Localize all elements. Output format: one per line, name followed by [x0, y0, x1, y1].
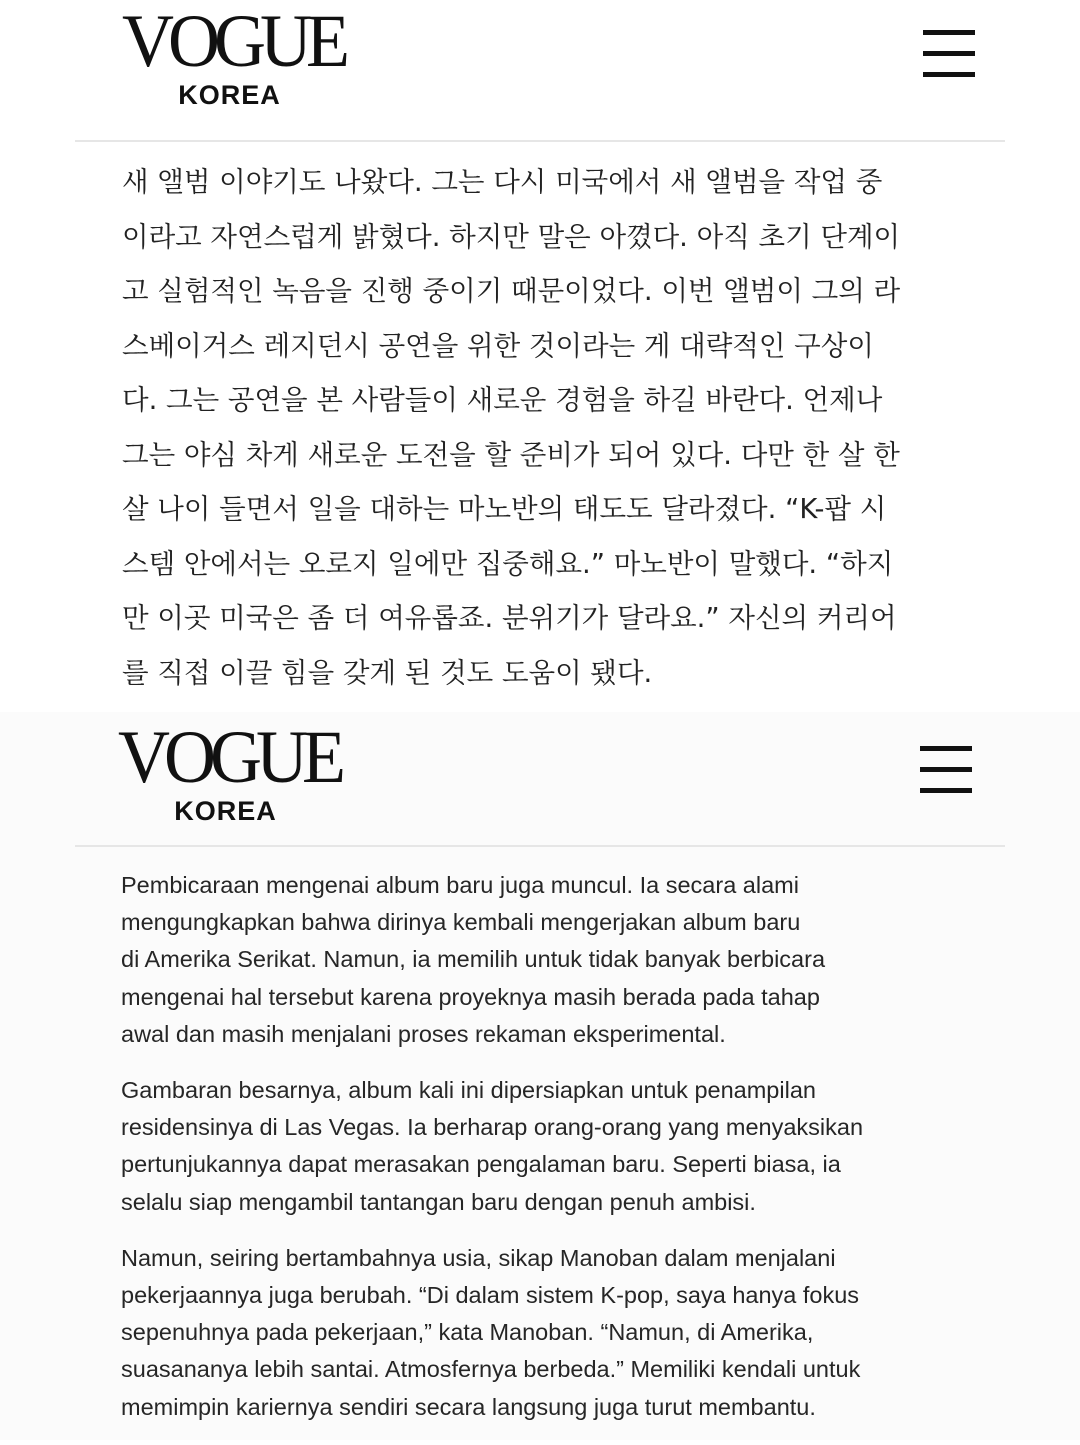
paragraph — [121, 867, 921, 1053]
text-line: sepenuhnya pada pekerjaan,” kata Manoban. “Namun, di Amerika, — [121, 1319, 814, 1346]
text-line: pertunjukannya dapat merasakan pengalaman baru. Seperti biasa, ia — [121, 1151, 841, 1178]
text-line: Namun, seiring bertambahnya usia, sikap Manoban dalam menjalani — [121, 1244, 836, 1271]
text-line: memimpin kariernya sendiri secara langsung juga turut membantu. — [121, 1393, 816, 1420]
vogue-korea-logo[interactable] — [122, 0, 344, 111]
text-line: mengungkapkan bahwa dirinya kembali mengerjakan album baru — [121, 909, 801, 936]
logo-subtitle: KOREA — [174, 796, 277, 826]
text-line: 이라고 자연스럽게 밝혔다. 하지만 말은 아꼈다. 아직 초기 단계이 — [122, 220, 901, 253]
paragraph — [121, 1240, 921, 1426]
text-line: pekerjaannya juga berubah. “Di dalam sistem K-pop, saya hanya fokus — [121, 1282, 860, 1309]
text-line: 스템 안에서는 오로지 일에만 집중해요.” 마노반이 말했다. “하지 — [122, 547, 894, 580]
text-line: selalu siap mengambil tantangan baru dengan penuh ambisi. — [121, 1188, 756, 1215]
text-line: mengenai hal tersebut karena proyeknya masih berada pada tahap — [121, 983, 820, 1010]
hamburger-menu-icon[interactable] — [923, 30, 975, 78]
text-line: 고 실험적인 녹음을 진행 중이기 때문이었다. 이번 앨범이 그의 라 — [122, 275, 901, 307]
text-line: 살 나이 들면서 일을 대하는 마노반의 태도도 달라졌다. “K-팝 시 — [122, 493, 887, 525]
logo-wordmark: VOGUE — [118, 715, 340, 799]
text-line: Gambaran besarnya, album kali ini dipersiapkan untuk penampilan — [121, 1077, 816, 1104]
text-line: 스베이거스 레지던시 공연을 위한 것이라는 게 대략적인 구상이 — [122, 329, 874, 362]
text-line: 다. 그는 공연을 본 사람들이 새로운 경험을 하길 바란다. 언제나 — [122, 384, 883, 416]
text-line: di Amerika Serikat. Namun, ia memilih untuk tidak banyak berbicara — [121, 946, 826, 973]
indonesian-article-body — [121, 867, 921, 1445]
header-divider — [75, 140, 1005, 142]
text-line: residensinya di Las Vegas. Ia berharap orang-orang yang menyaksikan — [121, 1114, 864, 1141]
korean-article-body — [122, 155, 982, 700]
text-line: suasananya lebih santai. Atmosfernya berbeda.” Memiliki kendali untuk — [121, 1356, 861, 1383]
text-line: 그는 야심 차게 새로운 도전을 할 준비가 되어 있다. 다만 한 살 한 — [122, 438, 900, 471]
text-line: 를 직접 이끌 힘을 갖게 된 것도 도움이 됐다. — [122, 656, 653, 689]
text-line: awal dan masih menjalani proses rekaman eksperimental. — [121, 1020, 726, 1047]
logo-wordmark: VOGUE — [122, 0, 344, 84]
paragraph — [121, 1072, 921, 1221]
logo-subtitle: KOREA — [178, 80, 281, 110]
text-line: 만 이곳 미국은 좀 더 여유롭죠. 분위기가 달라요.” 자신의 커리어 — [122, 602, 897, 634]
text-line: 새 앨범 이야기도 나왔다. 그는 다시 미국에서 새 앨범을 작업 중 — [122, 166, 883, 198]
header-divider — [75, 845, 1005, 847]
hamburger-menu-icon[interactable] — [920, 746, 972, 794]
vogue-korea-logo[interactable] — [118, 715, 340, 827]
korean-article-panel — [0, 0, 1080, 712]
text-line: Pembicaraan mengenai album baru juga muncul. Ia secara alami — [121, 872, 799, 898]
